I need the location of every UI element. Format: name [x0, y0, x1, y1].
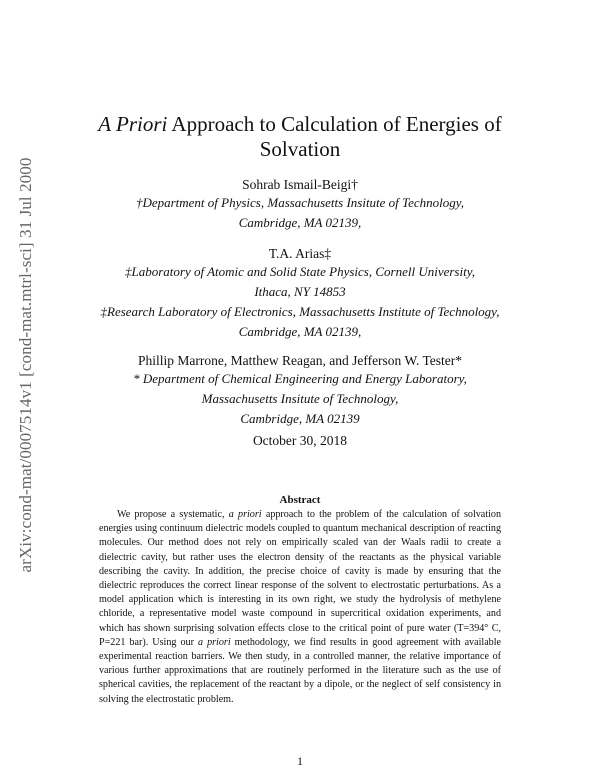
page-number: 1 [297, 754, 303, 768]
paper-title [60, 112, 540, 162]
abstract-paragraph: We propose a systematic, a priori approach to the problem of the calculation of solvation energies using continuum dielectric models coupled to quantum mechanical description of reacting molecules. Our method does not rely on empirically scaled van der Waals radii to create a dielectric cavity, but rather uses the electron density of the reactants as the physical variable describing the cavity. In addition, the precise choice of cavity is made by ensuring that the dielectric reproduces the correct linear response of the solvent to electrostatic perturbations. As a model application which is interesting in its own right, we study the hydrolysis of methylene chloride, a representative model waste compound in supercritical oxidation experiments, and which has shown surprising solvation effects close to the critical point of pure water (T=394° C, P=221 bar). Using our a priori methodology, we find results in good agreement with available experimental reaction barriers. We then study, in a controlled manner, the relative importance of various further approximations that are routinely performed in the literature such as the use of spherical cavities, the replacement of the reactant by a dipole, or the neglect of self consistency in solving the electrostatic problem. [99, 509, 502, 705]
affiliation-line: Massachusetts Insitute of Technology, [201, 391, 399, 406]
affiliation-line: Cambridge, MA 02139, [238, 324, 362, 339]
affiliation-line: †Department of Physics, Massachusetts Insitute of Technology, [135, 195, 465, 210]
author-arias: T.A. Arias‡ [268, 246, 332, 261]
arxiv-identifier-text: arXiv:cond-mat/0007514v1 [cond-mat.mtrl-sci] 31 Jul 2000 [16, 157, 35, 573]
title-italic-part: A Priori [98, 112, 168, 136]
affiliation-line: ‡Laboratory of Atomic and Solid State Physics, Cornell University, [124, 264, 476, 279]
affiliation-line: Ithaca, NY 14853 [254, 284, 346, 299]
authors-marrone-reagan-tester: Phillip Marrone, Matthew Reagan, and Jefferson W. Tester* [138, 353, 462, 368]
a-priori-emphasis: a priori [197, 636, 231, 648]
abstract-heading: Abstract [279, 494, 321, 506]
affiliation-block-3 [60, 369, 540, 429]
a-priori-emphasis: a priori [228, 509, 262, 520]
affiliation-line: * Department of Chemical Engineering and Energy Laboratory, [133, 371, 467, 386]
title-line1-rest: Approach to Calculation of Energies of [167, 112, 502, 136]
publication-date: October 30, 2018 [252, 433, 348, 448]
affiliation-block-1 [60, 193, 540, 233]
abstract-body [99, 508, 501, 707]
affiliation-block-2 [60, 262, 540, 342]
affiliation-line: Cambridge, MA 02139 [240, 411, 360, 426]
affiliation-line: ‡Research Laboratory of Electronics, Massachusetts Institute of Technology, [100, 304, 500, 319]
title-line2: Solvation [259, 137, 341, 161]
affiliation-line: Cambridge, MA 02139, [238, 215, 362, 230]
arxiv-identifier-stamp [6, 125, 46, 605]
author-ismail-beigi: Sohrab Ismail-Beigi† [242, 177, 358, 192]
